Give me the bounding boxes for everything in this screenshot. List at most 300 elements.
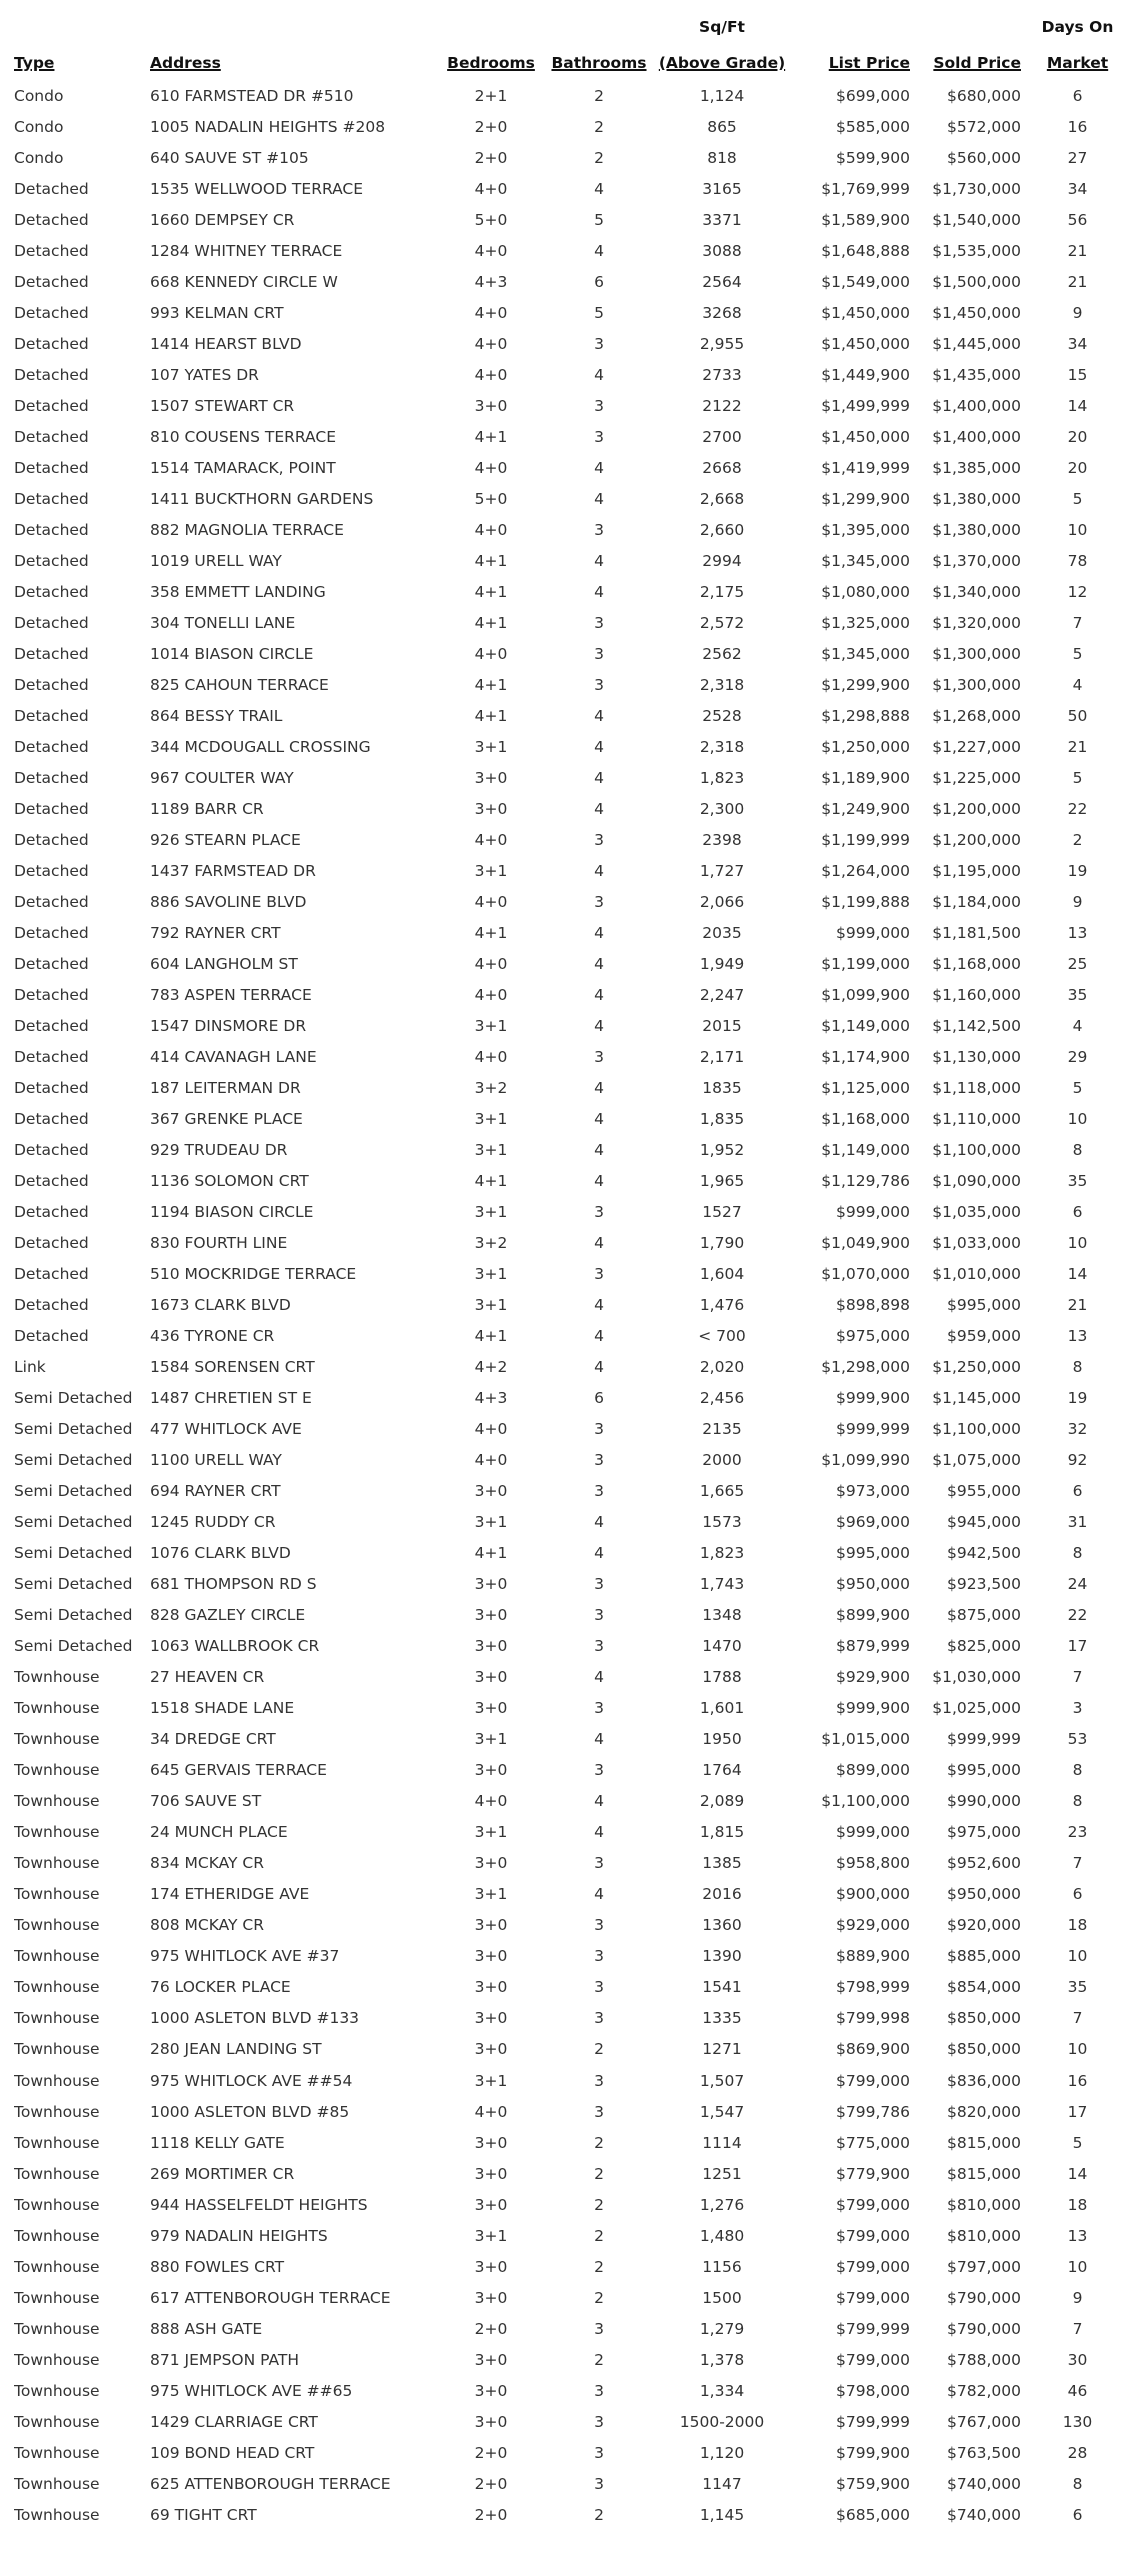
square-feet-cell: 1,727 (699, 861, 745, 880)
list-price-cell: $999,900 (836, 1699, 910, 1718)
bathrooms-cell: 3 (594, 1265, 604, 1284)
bathrooms-cell: 4 (594, 799, 604, 818)
address-cell: 1063 WALLBROOK CR (150, 1637, 320, 1656)
property-type-cell: Townhouse (14, 1730, 100, 1749)
sold-price-cell: $1,370,000 (932, 551, 1021, 570)
table-row (14, 1972, 1134, 2003)
bedrooms-cell: 2+0 (474, 2443, 508, 2462)
bedrooms-cell: 3+0 (474, 1575, 508, 1594)
sold-price-cell: $952,600 (947, 1854, 1021, 1873)
list-price-cell: $1,149,000 (821, 1016, 910, 1035)
bathrooms-cell: 3 (594, 396, 604, 415)
days-on-market-cell: 18 (1067, 1916, 1088, 1935)
list-price-cell: $1,449,900 (821, 365, 910, 384)
address-cell: 617 ATTENBOROUGH TERRACE (150, 2288, 391, 2307)
address-cell: 344 MCDOUGALL CROSSING (150, 737, 371, 756)
list-price-cell: $899,000 (836, 1761, 910, 1780)
table-row (14, 824, 1134, 855)
sold-price-cell: $1,225,000 (932, 768, 1021, 787)
property-type-cell: Detached (14, 861, 89, 880)
property-type-cell: Townhouse (14, 1885, 100, 1904)
bathrooms-cell: 4 (594, 1234, 604, 1253)
square-feet-cell: < 700 (698, 1327, 746, 1346)
sold-price-cell: $850,000 (947, 2009, 1021, 2028)
bathrooms-cell: 3 (594, 1482, 604, 1501)
bedrooms-cell: 3+0 (474, 1637, 508, 1656)
address-cell: 1136 SOLOMON CRT (150, 1172, 309, 1191)
table-row (14, 669, 1134, 700)
bedrooms-cell: 3+1 (474, 2071, 508, 2090)
sold-price-cell: $950,000 (947, 1885, 1021, 1904)
bathrooms-cell: 5 (594, 210, 604, 229)
square-feet-cell: 1,476 (699, 1296, 745, 1315)
address-cell: 1284 WHITNEY TERRACE (150, 241, 343, 260)
address-cell: 828 GAZLEY CIRCLE (150, 1606, 306, 1625)
table-row (14, 1910, 1134, 1941)
property-type-cell: Detached (14, 892, 89, 911)
address-cell: 834 MCKAY CR (150, 1854, 264, 1873)
bedrooms-cell: 4+1 (474, 427, 508, 446)
list-price-cell: $958,800 (836, 1854, 910, 1873)
days-on-market-cell: 9 (1072, 303, 1083, 322)
table-row (14, 359, 1134, 390)
square-feet-cell: 2,171 (699, 1047, 745, 1066)
bedrooms-cell: 4+3 (474, 1389, 508, 1408)
list-price-cell: $969,000 (836, 1513, 910, 1532)
table-row (14, 1010, 1134, 1041)
list-price-cell: $1,299,900 (821, 489, 910, 508)
days-on-market-cell: 8 (1072, 1358, 1083, 1377)
property-type-cell: Detached (14, 551, 89, 570)
days-on-market-cell: 6 (1072, 1482, 1083, 1501)
property-type-cell: Detached (14, 799, 89, 818)
square-feet-cell: 2035 (702, 923, 742, 942)
list-price-cell: $900,000 (836, 1885, 910, 1904)
sold-price-cell: $763,500 (947, 2443, 1021, 2462)
sold-price-cell: $560,000 (947, 148, 1021, 167)
table-row (14, 1321, 1134, 1352)
bathrooms-cell: 3 (594, 427, 604, 446)
table-body (14, 80, 1134, 2530)
days-on-market-cell: 10 (1067, 2257, 1088, 2276)
property-type-cell: Condo (14, 117, 64, 136)
bedrooms-cell: 4+1 (474, 613, 508, 632)
days-on-market-cell: 5 (1072, 1079, 1083, 1097)
property-type-cell: Townhouse (14, 2164, 100, 2183)
list-price-cell: $995,000 (836, 1544, 910, 1563)
square-feet-cell: 1,507 (699, 2071, 745, 2090)
property-type-cell: Townhouse (14, 2257, 100, 2276)
bedrooms-cell: 4+1 (474, 551, 508, 570)
property-type-cell: Detached (14, 1047, 89, 1066)
table-row (14, 545, 1134, 576)
sold-price-cell: $995,000 (947, 1296, 1021, 1315)
table-row (14, 1197, 1134, 1228)
square-feet-cell: 2,300 (699, 799, 745, 818)
address-cell: 1100 URELL WAY (150, 1451, 282, 1470)
address-cell: 668 KENNEDY CIRCLE W (150, 272, 338, 291)
address-cell: 477 WHITLOCK AVE (150, 1420, 302, 1439)
sold-price-cell: $1,100,000 (932, 1141, 1021, 1160)
bedrooms-cell: 4+0 (474, 334, 508, 353)
square-feet-cell: 3088 (702, 241, 742, 260)
square-feet-cell: 1527 (702, 1203, 742, 1222)
bedrooms-cell: 4+0 (474, 1451, 508, 1470)
table-row (14, 1941, 1134, 1972)
days-on-market-cell: 8 (1072, 1544, 1083, 1563)
bathrooms-cell: 3 (594, 613, 604, 632)
list-price-cell: $1,648,888 (821, 241, 910, 260)
property-type-cell: Townhouse (14, 1792, 100, 1811)
square-feet-cell: 2,089 (699, 1792, 745, 1811)
square-feet-cell: 1,279 (699, 2319, 745, 2338)
bathrooms-cell: 4 (594, 768, 604, 787)
address-cell: 1189 BARR CR (150, 799, 264, 818)
address-header: Address (150, 54, 221, 72)
bathrooms-cell: 4 (594, 241, 604, 260)
list-price-cell: $1,100,000 (821, 1792, 910, 1811)
table-row (14, 731, 1134, 762)
bathrooms-cell: 4 (594, 551, 604, 570)
sold-price-cell: $945,000 (947, 1513, 1021, 1532)
property-type-cell: Townhouse (14, 2443, 100, 2462)
days-on-market-cell: 21 (1067, 241, 1088, 260)
property-type-cell: Detached (14, 396, 89, 415)
table-row (14, 1693, 1134, 1724)
bedrooms-cell: 4+1 (474, 923, 508, 942)
list-price-cell: $1,299,900 (821, 675, 910, 694)
days-on-market-cell: 50 (1067, 706, 1088, 725)
property-type-cell: Detached (14, 675, 89, 694)
list-price-cell: $1,325,000 (821, 613, 910, 632)
sold-price-cell: $885,000 (947, 1947, 1021, 1966)
bedrooms-cell: 3+0 (474, 2288, 508, 2307)
sold-price-cell: $815,000 (947, 2133, 1021, 2152)
days-on-market-header-top: Days On (1041, 18, 1114, 36)
address-cell: 975 WHITLOCK AVE ##54 (150, 2071, 353, 2090)
sold-price-cell: $740,000 (947, 2474, 1021, 2493)
property-type-cell: Detached (14, 613, 89, 632)
square-feet-cell: 1,604 (699, 1265, 745, 1284)
property-type-cell: Detached (14, 706, 89, 725)
bathrooms-cell: 2 (594, 86, 604, 105)
days-on-market-cell: 28 (1067, 2443, 1088, 2462)
property-type-cell: Semi Detached (14, 1389, 133, 1408)
square-feet-cell: 1500-2000 (679, 2412, 765, 2431)
days-on-market-cell: 56 (1067, 210, 1088, 229)
square-feet-cell: 1764 (702, 1761, 742, 1780)
address-cell: 1487 CHRETIEN ST E (150, 1389, 312, 1408)
bathrooms-cell: 4 (594, 1016, 604, 1035)
sold-price-cell: $820,000 (947, 2102, 1021, 2121)
list-price-cell: $1,099,900 (821, 985, 910, 1004)
list-price-cell: $1,264,000 (821, 861, 910, 880)
property-type-cell: Detached (14, 334, 89, 353)
days-on-market-cell: 8 (1072, 1761, 1083, 1780)
address-cell: 1660 DEMPSEY CR (150, 210, 295, 229)
sold-price-cell: $854,000 (947, 1978, 1021, 1997)
days-on-market-cell: 3 (1072, 1699, 1083, 1718)
bedrooms-cell: 4+0 (474, 954, 508, 973)
property-type-cell: Semi Detached (14, 1637, 133, 1656)
square-feet-cell: 2,066 (699, 892, 745, 911)
property-type-cell: Detached (14, 644, 89, 663)
table-row (14, 1445, 1134, 1476)
bathrooms-cell: 3 (594, 1947, 604, 1966)
bedrooms-cell: 3+1 (474, 1296, 508, 1315)
bedrooms-cell: 4+0 (474, 2102, 508, 2121)
list-price-cell: $950,000 (836, 1575, 910, 1594)
square-feet-cell: 865 (707, 117, 737, 136)
list-price-cell: $1,129,786 (821, 1172, 910, 1191)
bedrooms-cell: 3+1 (474, 1730, 508, 1749)
property-type-cell: Detached (14, 1296, 89, 1315)
property-type-cell: Detached (14, 1079, 89, 1097)
bathrooms-cell: 2 (594, 2257, 604, 2276)
bedrooms-cell: 3+2 (474, 1079, 508, 1097)
bedrooms-cell: 4+1 (474, 675, 508, 694)
address-cell: 882 MAGNOLIA TERRACE (150, 520, 344, 539)
list-price-cell: $1,199,999 (821, 830, 910, 849)
table-row (14, 1476, 1134, 1507)
table-row (14, 1817, 1134, 1848)
property-type-cell: Detached (14, 954, 89, 973)
address-cell: 604 LANGHOLM ST (150, 954, 298, 973)
sold-price-cell: $788,000 (947, 2350, 1021, 2369)
table-row (14, 1383, 1134, 1414)
property-type-cell: Condo (14, 86, 64, 105)
sold-price-cell: $1,090,000 (932, 1172, 1021, 1191)
list-price-cell: $1,450,000 (821, 334, 910, 353)
bathrooms-cell: 2 (594, 2133, 604, 2152)
bathrooms-cell: 4 (594, 1792, 604, 1811)
square-feet-cell: 2,660 (699, 520, 745, 539)
property-type-cell: Townhouse (14, 1916, 100, 1935)
table-row (14, 1104, 1134, 1135)
table-row (14, 1600, 1134, 1631)
address-cell: 706 SAUVE ST (150, 1792, 262, 1811)
square-feet-cell: 2015 (702, 1016, 742, 1035)
square-feet-cell: 1,952 (699, 1141, 745, 1160)
bathrooms-cell: 4 (594, 1668, 604, 1687)
days-on-market-cell: 22 (1067, 1606, 1088, 1625)
table-row (14, 1414, 1134, 1445)
list-price-cell: $1,168,000 (821, 1110, 910, 1129)
bedrooms-cell: 5+0 (474, 489, 508, 508)
address-cell: 888 ASH GATE (150, 2319, 263, 2338)
sold-price-cell: $782,000 (947, 2381, 1021, 2400)
property-type-cell: Condo (14, 148, 64, 167)
bedrooms-cell: 2+0 (474, 2474, 508, 2493)
sold-price-cell: $1,145,000 (932, 1389, 1021, 1408)
bathrooms-cell: 3 (594, 1916, 604, 1935)
square-feet-cell: 2135 (702, 1420, 742, 1439)
bedrooms-cell: 2+0 (474, 2505, 508, 2524)
property-type-cell: Townhouse (14, 1854, 100, 1873)
days-on-market-cell: 10 (1067, 2040, 1088, 2059)
property-type-cell: Link (14, 1358, 46, 1377)
square-feet-cell: 1335 (702, 2009, 742, 2028)
bedrooms-cell: 4+0 (474, 520, 508, 539)
bathrooms-cell: 3 (594, 1637, 604, 1656)
bedrooms-cell: 4+1 (474, 706, 508, 725)
property-type-cell: Semi Detached (14, 1544, 133, 1563)
address-cell: 1411 BUCKTHORN GARDENS (150, 489, 374, 508)
address-cell: 24 MUNCH PLACE (150, 1823, 288, 1842)
sold-price-cell: $1,160,000 (932, 985, 1021, 1004)
sold-price-cell: $767,000 (947, 2412, 1021, 2431)
days-on-market-cell: 12 (1067, 582, 1088, 601)
list-price-cell: $973,000 (836, 1482, 910, 1501)
bathrooms-cell: 4 (594, 706, 604, 725)
list-price-cell: $799,000 (836, 2195, 910, 2214)
table-row (14, 2406, 1134, 2437)
list-price-cell: $1,450,000 (821, 427, 910, 446)
table-row (14, 235, 1134, 266)
list-price-cell: $1,549,000 (821, 272, 910, 291)
address-cell: 694 RAYNER CRT (150, 1482, 281, 1501)
bathrooms-cell: 4 (594, 1730, 604, 1749)
list-price-cell: $1,769,999 (821, 179, 910, 198)
sold-price-cell: $1,130,000 (932, 1047, 1021, 1066)
property-type-cell: Detached (14, 985, 89, 1004)
property-type-cell: Detached (14, 582, 89, 601)
list-price-cell: $799,999 (836, 2412, 910, 2431)
list-price-cell: $799,000 (836, 2350, 910, 2369)
sqft-header: (Above Grade) (658, 54, 786, 72)
square-feet-cell: 2528 (702, 706, 742, 725)
address-cell: 830 FOURTH LINE (150, 1234, 288, 1253)
bathrooms-cell: 4 (594, 458, 604, 477)
bedrooms-cell: 4+1 (474, 582, 508, 601)
square-feet-cell: 2994 (702, 551, 742, 570)
days-on-market-cell: 23 (1067, 1823, 1088, 1842)
sold-price-cell: $975,000 (947, 1823, 1021, 1842)
days-on-market-cell: 16 (1067, 2071, 1088, 2090)
bedrooms-cell: 2+0 (474, 2319, 508, 2338)
square-feet-cell: 1385 (702, 1854, 742, 1873)
property-type-cell: Detached (14, 520, 89, 539)
days-on-market-cell: 9 (1072, 2288, 1083, 2307)
days-on-market-cell: 24 (1067, 1575, 1088, 1594)
list-price-header: List Price (828, 54, 910, 72)
bedrooms-cell: 3+0 (474, 1668, 508, 1687)
bedrooms-cell: 3+0 (474, 2195, 508, 2214)
square-feet-cell: 1251 (702, 2164, 742, 2183)
bathrooms-cell: 3 (594, 334, 604, 353)
bathrooms-header: Bathrooms (551, 54, 647, 72)
bedrooms-cell: 4+0 (474, 985, 508, 1004)
bathrooms-cell: 4 (594, 1327, 604, 1346)
list-price-cell: $799,000 (836, 2257, 910, 2276)
list-price-cell: $929,000 (836, 1916, 910, 1935)
days-on-market-cell: 7 (1072, 2319, 1083, 2338)
bathrooms-cell: 3 (594, 1606, 604, 1625)
property-type-cell: Townhouse (14, 2319, 100, 2338)
bathrooms-cell: 3 (594, 644, 604, 663)
bathrooms-cell: 2 (594, 2226, 604, 2245)
list-price-cell: $799,000 (836, 2071, 910, 2090)
days-on-market-cell: 7 (1072, 1668, 1083, 1687)
table-row (14, 2499, 1134, 2530)
square-feet-cell: 2000 (702, 1451, 742, 1470)
days-on-market-cell: 10 (1067, 1234, 1088, 1253)
bedrooms-cell: 4+0 (474, 303, 508, 322)
square-feet-cell: 1,378 (699, 2350, 745, 2369)
bedrooms-cell: 2+0 (474, 148, 508, 167)
table-row (14, 1538, 1134, 1569)
square-feet-cell: 1271 (702, 2040, 742, 2059)
table-row (14, 1166, 1134, 1197)
property-type-cell: Townhouse (14, 2009, 100, 2028)
property-type-cell: Detached (14, 1016, 89, 1035)
square-feet-cell: 1147 (702, 2474, 742, 2493)
square-feet-cell: 1541 (702, 1978, 742, 1997)
bathrooms-cell: 3 (594, 1451, 604, 1470)
table-row (14, 1041, 1134, 1072)
days-on-market-cell: 53 (1067, 1730, 1088, 1749)
list-price-cell: $685,000 (836, 2505, 910, 2524)
days-on-market-cell: 31 (1067, 1513, 1088, 1532)
bathrooms-cell: 4 (594, 861, 604, 880)
bedrooms-cell: 3+1 (474, 2226, 508, 2245)
sold-price-cell: $1,025,000 (932, 1699, 1021, 1718)
bedrooms-cell: 4+0 (474, 1047, 508, 1066)
bathrooms-cell: 3 (594, 1420, 604, 1439)
days-on-market-cell: 21 (1067, 737, 1088, 756)
list-price-cell: $779,900 (836, 2164, 910, 2183)
sold-price-cell: $1,181,500 (932, 923, 1021, 942)
table-row (14, 173, 1134, 204)
list-price-cell: $869,900 (836, 2040, 910, 2059)
days-on-market-cell: 35 (1067, 1978, 1088, 1997)
list-price-cell: $889,900 (836, 1947, 910, 1966)
square-feet-cell: 1,949 (699, 954, 745, 973)
address-cell: 871 JEMPSON PATH (150, 2350, 300, 2369)
bedrooms-cell: 3+0 (474, 2412, 508, 2431)
square-feet-cell: 1156 (702, 2257, 742, 2276)
list-price-cell: $1,395,000 (821, 520, 910, 539)
property-type-cell: Detached (14, 458, 89, 477)
bedrooms-cell: 3+0 (474, 2040, 508, 2059)
address-cell: 1076 CLARK BLVD (150, 1544, 291, 1563)
square-feet-cell: 2564 (702, 272, 742, 291)
days-on-market-cell: 20 (1067, 458, 1088, 477)
bedrooms-cell: 4+0 (474, 830, 508, 849)
list-price-cell: $1,249,900 (821, 799, 910, 818)
property-type-cell: Detached (14, 365, 89, 384)
address-cell: 1014 BIASON CIRCLE (150, 644, 314, 663)
address-cell: 280 JEAN LANDING ST (150, 2040, 322, 2059)
sold-price-cell: $836,000 (947, 2071, 1021, 2090)
address-cell: 681 THOMPSON RD S (150, 1575, 317, 1594)
list-price-cell: $1,015,000 (821, 1730, 910, 1749)
address-cell: 975 WHITLOCK AVE #37 (150, 1947, 340, 1966)
address-cell: 929 TRUDEAU DR (150, 1141, 288, 1160)
list-price-cell: $585,000 (836, 117, 910, 136)
square-feet-cell: 2,318 (699, 737, 745, 756)
property-type-cell: Semi Detached (14, 1606, 133, 1625)
table-row (14, 2220, 1134, 2251)
days-on-market-cell: 34 (1067, 179, 1088, 198)
table-row (14, 1786, 1134, 1817)
bedrooms-cell: 3+0 (474, 799, 508, 818)
list-price-cell: $1,589,900 (821, 210, 910, 229)
days-on-market-cell: 17 (1067, 2102, 1088, 2121)
days-on-market-cell: 5 (1072, 489, 1083, 508)
address-cell: 967 COULTER WAY (150, 768, 294, 787)
table-row (14, 2437, 1134, 2468)
